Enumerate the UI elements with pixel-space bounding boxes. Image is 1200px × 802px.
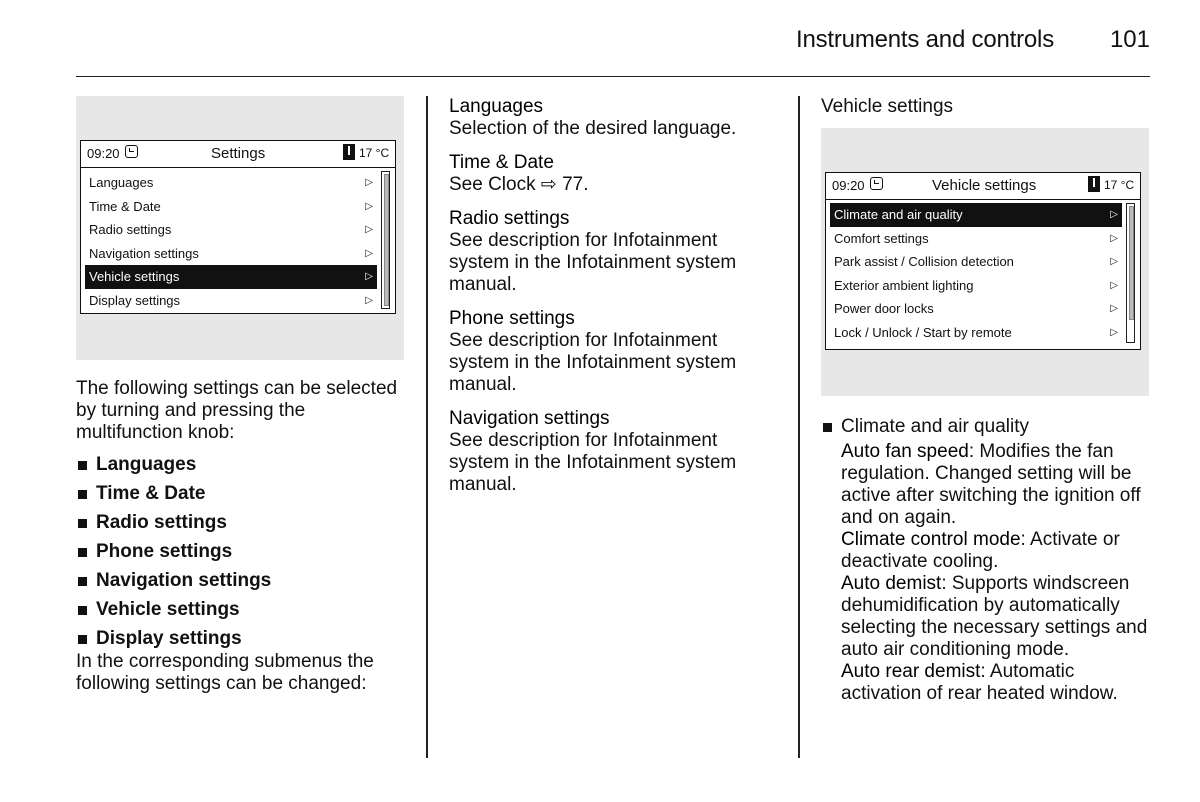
list-item: Navigation settings <box>76 566 416 595</box>
menu-item[interactable] <box>85 171 377 195</box>
option-term: Climate control mode <box>841 529 1021 550</box>
list-item: Languages <box>76 450 416 479</box>
list-item: Radio settings <box>76 508 416 537</box>
menu-item[interactable] <box>830 203 1122 227</box>
climate-heading: Climate and air quality <box>821 412 1156 441</box>
scrollbar-thumb[interactable] <box>1129 206 1134 320</box>
vehicle-settings-screen <box>825 172 1141 350</box>
entry-body: See description for Infotainment system in the Infotainment system manual. <box>449 230 737 295</box>
intro-text: The following settings can be selected by turning and pressing the multifunction knob: <box>76 378 398 443</box>
clock-icon <box>125 145 138 158</box>
setting-entry <box>449 308 779 396</box>
clock-icon <box>870 177 883 190</box>
scrollbar[interactable] <box>381 171 390 309</box>
chevron-right-icon: ▷ <box>365 294 373 306</box>
climate-option <box>821 529 1156 573</box>
menu-item-label: Navigation settings <box>89 245 199 261</box>
list-item: Time & Date <box>76 479 416 508</box>
screen-topbar <box>81 141 395 168</box>
entry-body: Selection of the desired language. <box>449 118 737 139</box>
column-divider <box>426 96 428 758</box>
menu-item[interactable] <box>85 195 377 219</box>
menu-item-label: Languages <box>89 175 154 190</box>
thermometer-icon <box>343 144 355 160</box>
menu-item-label: Vehicle settings <box>89 269 180 284</box>
column-2 <box>449 96 779 508</box>
page-header <box>76 26 1150 77</box>
list-item: Vehicle settings <box>76 595 416 624</box>
screen-title: Settings <box>211 145 266 162</box>
option-term: Auto fan speed <box>841 441 969 462</box>
entry-body: See description for Infotainment system in the Infotainment system manual. <box>449 430 737 495</box>
scrollbar[interactable] <box>1126 203 1135 343</box>
option-description: : Automatic activation of rear heated window. <box>841 661 1118 704</box>
menu-item-label: Park assist / Collision detection <box>834 254 1014 269</box>
settings-screenshot <box>76 96 404 360</box>
menu-item-label: Comfort settings <box>834 230 929 246</box>
menu-item-label: Display settings <box>89 292 181 308</box>
menu-item[interactable] <box>830 297 1122 321</box>
option-description: : Supports windscreen dehumidification by automatically selecting the necessary settings and auto air conditioning mode. <box>841 573 1148 660</box>
scrollbar-thumb[interactable] <box>384 174 389 306</box>
option-description: : Modifies the fan regulation. Changed setting will be active after switching the ignition off and on again. <box>841 441 1141 528</box>
climate-option <box>821 573 1156 661</box>
column-1 <box>76 378 416 695</box>
chevron-right-icon: ▷ <box>1110 256 1118 267</box>
section-title: Instruments and controls <box>796 26 1054 53</box>
chevron-right-icon: ▷ <box>1110 279 1118 291</box>
list-item: Phone settings <box>76 537 416 566</box>
chevron-right-icon: ▷ <box>365 247 373 259</box>
setting-entry <box>449 96 779 140</box>
menu-item[interactable] <box>830 250 1122 274</box>
vehicle-settings-screenshot <box>821 128 1149 396</box>
entry-heading: Time & Date <box>449 152 554 173</box>
climate-option <box>821 441 1156 529</box>
menu-item[interactable] <box>85 289 377 313</box>
temperature: 17 °C <box>1104 178 1135 192</box>
chevron-right-icon: ▷ <box>1110 232 1118 244</box>
setting-entry <box>449 152 779 196</box>
menu-item[interactable] <box>85 265 377 289</box>
menu-item[interactable] <box>830 274 1122 298</box>
option-term: Auto rear demist <box>841 661 981 682</box>
clock-time: 09:20 <box>87 146 120 161</box>
menu-item[interactable] <box>85 218 377 242</box>
list-item: Display settings <box>76 624 416 653</box>
option-description: : Activate or deactivate cooling. <box>841 529 1120 572</box>
option-term: Auto demist <box>841 573 942 594</box>
vehicle-settings-heading: Vehicle settings <box>821 96 954 117</box>
menu-item[interactable] <box>830 321 1122 345</box>
menu-item-label: Lock / Unlock / Start by remote <box>834 324 1012 340</box>
menu-item[interactable] <box>85 242 377 266</box>
climate-bullet <box>821 412 1156 441</box>
chevron-right-icon: ▷ <box>365 224 373 235</box>
climate-option <box>821 661 1156 705</box>
temperature: 17 °C <box>359 146 390 160</box>
screen-title: Vehicle settings <box>932 177 1037 194</box>
settings-menu <box>85 171 377 312</box>
entry-heading: Navigation settings <box>449 408 610 429</box>
clock-time: 09:20 <box>832 178 865 193</box>
menu-item-label: Climate and air quality <box>834 207 963 222</box>
column-3 <box>821 96 1156 118</box>
column-divider <box>798 96 800 758</box>
entry-heading: Languages <box>449 96 544 117</box>
setting-entry <box>449 408 779 496</box>
outro-text: In the corresponding submenus the following settings can be changed: <box>76 651 374 694</box>
chevron-right-icon: ▷ <box>365 177 373 188</box>
screen-topbar <box>826 173 1140 200</box>
column-3-body <box>821 412 1156 705</box>
menu-item-label: Time & Date <box>89 198 161 214</box>
page-number: 101 <box>1109 26 1150 53</box>
menu-item-label: Power door locks <box>834 301 934 316</box>
menu-item-label: Exterior ambient lighting <box>834 277 974 293</box>
vehicle-settings-menu <box>830 203 1122 344</box>
settings-screen <box>80 140 396 314</box>
chevron-right-icon: ▷ <box>1110 303 1118 314</box>
thermometer-icon <box>1088 176 1100 192</box>
entry-heading: Radio settings <box>449 208 570 229</box>
chevron-right-icon: ▷ <box>365 271 373 282</box>
entry-body: See Clock ⇨ 77. <box>449 174 589 195</box>
entry-body: See description for Infotainment system in the Infotainment system manual. <box>449 330 737 395</box>
chevron-right-icon: ▷ <box>365 200 373 212</box>
chevron-right-icon: ▷ <box>1110 209 1118 220</box>
setting-entry <box>449 208 779 296</box>
menu-item[interactable] <box>830 227 1122 251</box>
entry-heading: Phone settings <box>449 308 575 329</box>
menu-item-label: Radio settings <box>89 222 172 237</box>
settings-list <box>76 450 416 653</box>
chevron-right-icon: ▷ <box>1110 326 1118 338</box>
